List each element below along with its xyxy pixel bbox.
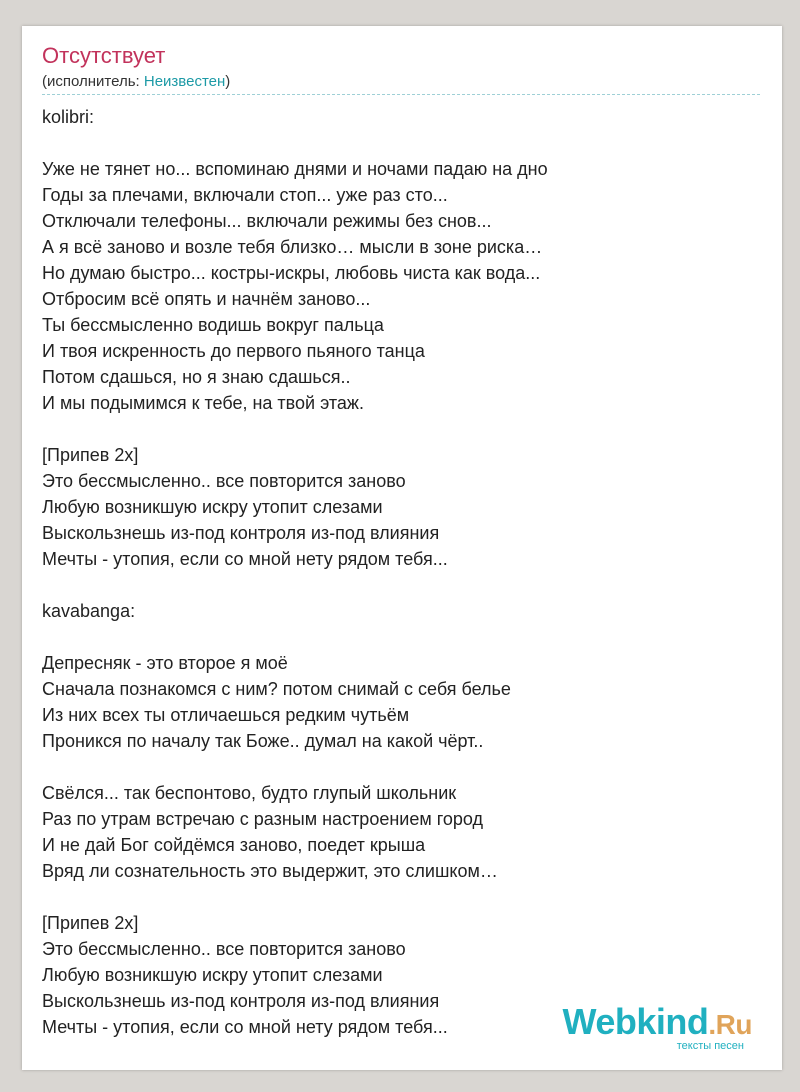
lyrics-blank-line bbox=[42, 416, 762, 442]
lyrics-line: Сначала познакомся с ним? потом снимай с себя белье bbox=[42, 679, 511, 699]
lyrics-line: Свёлся... так беспонтово, будто глупый школьник bbox=[42, 783, 457, 803]
song-title: Отсутствует bbox=[42, 43, 166, 68]
lyrics-line: Любую возникшую искру утопит слезами bbox=[42, 965, 383, 985]
lyrics-blank-line bbox=[42, 624, 762, 650]
lyrics-line: kolibri: bbox=[42, 107, 95, 127]
logo-name: Webkind bbox=[562, 1001, 709, 1042]
site-logo[interactable] bbox=[563, 1003, 752, 1052]
lyrics-line: [Припев 2x] bbox=[42, 445, 139, 465]
lyrics-line: Потом сдашься, но я знаю сдашься.. bbox=[42, 367, 351, 387]
lyrics-line: Отбросим всё опять и начнём заново... bbox=[42, 289, 371, 309]
lyrics-line: Вряд ли сознательность это выдержит, это слишком… bbox=[42, 861, 498, 881]
lyrics-line: А я всё заново и возле тебя близко… мысли в зоне риска… bbox=[42, 237, 543, 257]
lyrics-line: Это бессмысленно.. все повторится заново bbox=[42, 471, 406, 491]
logo-tld: .Ru bbox=[708, 1009, 752, 1040]
lyrics-line: Уже не тянет но... вспоминаю днями и ночами падаю на дно bbox=[42, 159, 548, 179]
artist-prefix: (исполнитель: bbox=[42, 73, 144, 90]
lyrics-line: И твоя искренность до первого пьяного танца bbox=[42, 341, 425, 361]
artist-suffix: ) bbox=[225, 73, 231, 90]
lyrics-blank-line bbox=[42, 884, 762, 910]
lyrics-line: И мы подымимся к тебе, на твой этаж. bbox=[42, 393, 364, 413]
lyrics-line: kavabanga: bbox=[42, 601, 136, 621]
lyrics-line: Отключали телефоны... включали режимы без снов... bbox=[42, 211, 492, 231]
lyrics-line: Мечты - утопия, если со мной нету рядом тебя... bbox=[42, 1017, 448, 1037]
lyrics-line: Выскользнешь из-под контроля из-под влияния bbox=[42, 991, 440, 1011]
lyrics-line: Проникся по началу так Боже.. думал на какой чёрт.. bbox=[42, 731, 484, 751]
lyrics-line: [Припев 2x] bbox=[42, 913, 139, 933]
lyrics-line: Но думаю быстро... костры-искры, любовь чиста как вода... bbox=[42, 263, 541, 283]
lyrics-line: Мечты - утопия, если со мной нету рядом тебя... bbox=[42, 549, 448, 569]
lyrics-line: Любую возникшую искру утопит слезами bbox=[42, 497, 383, 517]
lyrics-line: Это бессмысленно.. все повторится заново bbox=[42, 939, 406, 959]
lyrics-sheet bbox=[22, 26, 782, 1070]
lyrics-line: Ты бессмысленно водишь вокруг пальца bbox=[42, 315, 384, 335]
lyrics-line: Из них всех ты отличаешься редким чутьём bbox=[42, 705, 410, 725]
header-divider bbox=[42, 94, 760, 95]
lyrics-blank-line bbox=[42, 754, 762, 780]
lyrics-line: Выскользнешь из-под контроля из-под влияния bbox=[42, 523, 440, 543]
lyrics-line: И не дай Бог сойдёмся заново, поедет крыша bbox=[42, 835, 426, 855]
artist-line bbox=[42, 72, 230, 92]
lyrics-blank-line bbox=[42, 572, 762, 598]
lyrics-line: Раз по утрам встречаю с разным настроением город bbox=[42, 809, 484, 829]
artist-name-link[interactable]: Неизвестен bbox=[143, 73, 226, 90]
lyrics-line: Годы за плечами, включали стоп... уже раз сто... bbox=[42, 185, 448, 205]
lyrics-blank-line bbox=[42, 130, 762, 156]
logo-tagline: тексты песен bbox=[676, 1040, 744, 1052]
lyrics-line: Депресняк - это второе я моё bbox=[42, 653, 288, 673]
logo-wordmark bbox=[563, 1003, 752, 1044]
lyrics-body bbox=[42, 104, 762, 1040]
